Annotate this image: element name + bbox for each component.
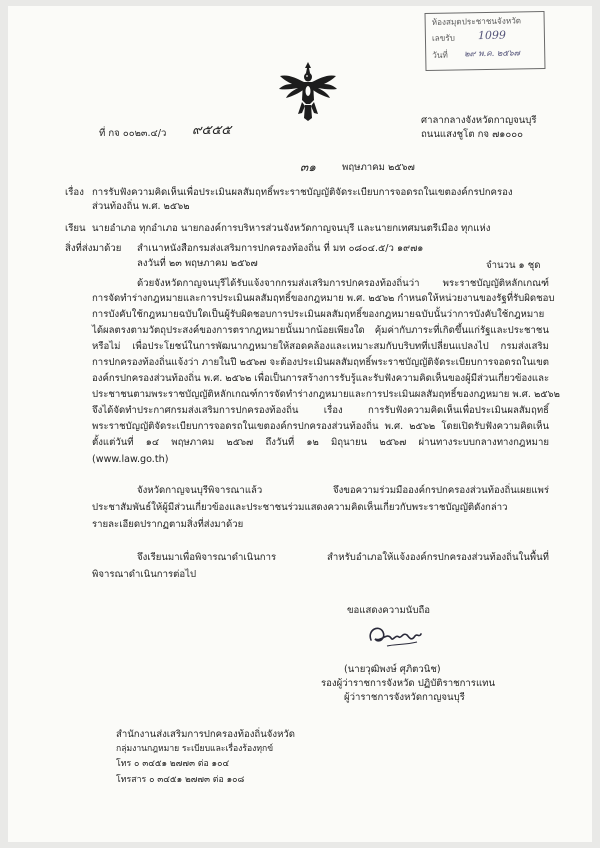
body-line: จังหวัดกาญจนบุรีพิจารณาแล้ว จึงขอความร่วมมือองค์กรปกครองส่วนท้องถิ่นเผยแพร่ [137, 485, 549, 496]
office-address-line-2: ถนนแสงชูโต กจ ๗๑๐๐๐ [421, 129, 523, 140]
signatory-name: (นายวุฒิพงษ์ ศุภิตวนิช) [344, 664, 441, 675]
body-line: รายละเอียดปรากฏตามสิ่งที่ส่งมาด้วย [92, 519, 244, 530]
reference-number: ที่ กจ ๐๐๒๓.๔/ว [99, 128, 167, 139]
body-line: องค์กรปกครองส่วนท้องถิ่น พ.ศ. ๒๕๖๒ เพื่อเป็นการสร้างการรับรู้และรับฟังความคิดเห็นของผู้มีส่วนเกี่ยวข้องและ [92, 373, 550, 384]
body-line: พิจารณาดำเนินการต่อไป [92, 569, 197, 580]
enclosure-line-1: สำเนาหนังสือกรมส่งเสริมการปกครองท้องถิ่น ที่ มท ๐๘๐๔.๕/ว ๑๙๗๑ [137, 243, 424, 254]
enclosure-line-2: ลงวันที่ ๒๓ พฤษภาคม ๒๕๖๗ [137, 258, 258, 269]
date-day-handwritten: ๓๑ [300, 160, 316, 174]
recipient-text: นายอำเภอ ทุกอำเภอ นายกองค์การบริหารส่วนจังหวัดกาญจนบุรี และนายกเทศมนตรีเมือง ทุกแห่ง [92, 223, 491, 234]
body-line: ประชาสัมพันธ์ให้ผู้มีส่วนเกี่ยวข้องและประชาชนร่วมแสดงความคิดเห็นเกี่ยวกับพระราชบัญญัติดังกล่าว [92, 502, 508, 513]
footer-group: กลุ่มงานกฎหมาย ระเบียบและเรื่องร้องทุกข์ [116, 744, 274, 754]
subject-line-2: ส่วนท้องถิ่น พ.ศ. ๒๕๖๒ [92, 201, 190, 212]
body-line: ด้วยจังหวัดกาญจนบุรีได้รับแจ้งจากกรมส่งเสริมการปกครองท้องถิ่นว่า พระราชบัญญัติหลักเกณฑ์ [137, 278, 549, 289]
body-line: การบังคับใช้กฎหมายฉบับใดเป็นผู้รับผิดชอบการประเมินผลสัมฤทธิ์ของกฎหมายฉบับนั้นว่าการบังคับใช้กฎหมาย [92, 309, 545, 320]
body-line: การปกครองท้องถิ่นแจ้งว่า ภายในปี ๒๕๖๗ จะต้องประเมินผลสัมฤทธิ์พระราชบัญญัติจัดระเบียบการจอดรถในเขต [92, 357, 549, 368]
footer-office: สำนักงานส่งเสริมการปกครองท้องถิ่นจังหวัด [116, 729, 296, 740]
enclosure-quantity: จำนวน ๑ ชุด [486, 260, 541, 271]
letter-page [8, 6, 592, 842]
stamp-number: 1099 [477, 28, 507, 43]
body-line: หรือไม่ เพื่อประโยชน์ในการพัฒนากฎหมายให้สอดคล้องและเหมาะสมกับบริบทที่เปลี่ยนแปลงไป กรมส่งเสริม [92, 341, 549, 352]
stamp-line-1: ห้องสมุดประชาชนจังหวัด [431, 15, 522, 27]
date-month-year: พฤษภาคม ๒๕๖๗ [342, 162, 415, 173]
signature-icon [365, 620, 425, 654]
subject-line-1: การรับฟังความคิดเห็นเพื่อประเมินผลสัมฤทธิ์พระราชบัญญัติจัดระเบียบการจอดรถในเขตองค์กรปกครอง [92, 187, 513, 198]
garuda-emblem-icon [276, 58, 340, 122]
footer-fax: โทรสาร ๐ ๓๔๕๑ ๒๗๗๓ ต่อ ๑๐๘ [116, 775, 245, 785]
stamp-line-2: เลขรับ [431, 32, 456, 43]
enclosure-label: สิ่งที่ส่งมาด้วย [65, 243, 122, 254]
reference-number-handwritten: ๙๕๕๕ [192, 123, 232, 138]
signatory-title-2: ผู้ว่าราชการจังหวัดกาญจนบุรี [344, 692, 465, 703]
subject-label: เรื่อง [65, 187, 84, 198]
stamp-date: ๒๙ พ.ค. ๒๕๖๗ [464, 47, 520, 59]
body-line: ได้ผลตรงตามวัตถุประสงค์ของการตรากฎหมายนั้นมากน้อยเพียงใด คุ้มค่ากับภาระที่เกิดขึ้นแก่รัฐและประชาชน [92, 325, 549, 336]
recipient-label: เรียน [65, 223, 86, 234]
body-line: ตั้งแต่วันที่ ๑๔ พฤษภาคม ๒๕๖๗ ถึงวันที่ ๑๒ มิถุนายน ๒๕๖๗ ผ่านทางระบบกลางทางกฎหมาย [92, 437, 549, 448]
stamp-line-3: วันที่ [432, 49, 448, 60]
signatory-title-1: รองผู้ว่าราชการจังหวัด ปฏิบัติราชการแทน [321, 678, 496, 689]
closing-regards: ขอแสดงความนับถือ [347, 605, 431, 616]
office-address-line-1: ศาลากลางจังหวัดกาญจนบุรี [421, 115, 537, 126]
body-line: จึงเรียนมาเพื่อพิจารณาดำเนินการ สำหรับอำเภอให้แจ้งองค์กรปกครองส่วนท้องถิ่นในพื้นที่ [137, 552, 549, 563]
body-line: การจัดทำร่างกฎหมายและการประเมินผลสัมฤทธิ์ของกฎหมาย พ.ศ. ๒๕๖๒ กำหนดให้หน่วยงานของรัฐที่รับผิดชอบ [92, 293, 555, 304]
body-line: พระราชบัญญัติจัดระเบียบการจอดรถในเขตองค์กรปกครองส่วนท้องถิ่น พ.ศ. ๒๕๖๒ โดยเปิดรับฟังความคิดเห็น [92, 421, 549, 432]
body-line: ประชาชนตามพระราชบัญญัติหลักเกณฑ์การจัดทำร่างกฎหมายและการประเมินผลสัมฤทธิ์ของกฎหมาย พ.ศ. ๒๕๖๒ [92, 389, 560, 400]
website-link[interactable]: (www.law.go.th) [92, 454, 169, 465]
receipt-stamp [425, 11, 546, 71]
body-line: จึงได้จัดทำประกาศกรมส่งเสริมการปกครองท้องถิ่น เรื่อง การรับฟังความคิดเห็นเพื่อประเมินผลสัมฤทธิ์ [92, 405, 549, 416]
footer-telephone: โทร ๐ ๓๔๕๑ ๒๗๗๓ ต่อ ๑๐๔ [116, 759, 230, 769]
